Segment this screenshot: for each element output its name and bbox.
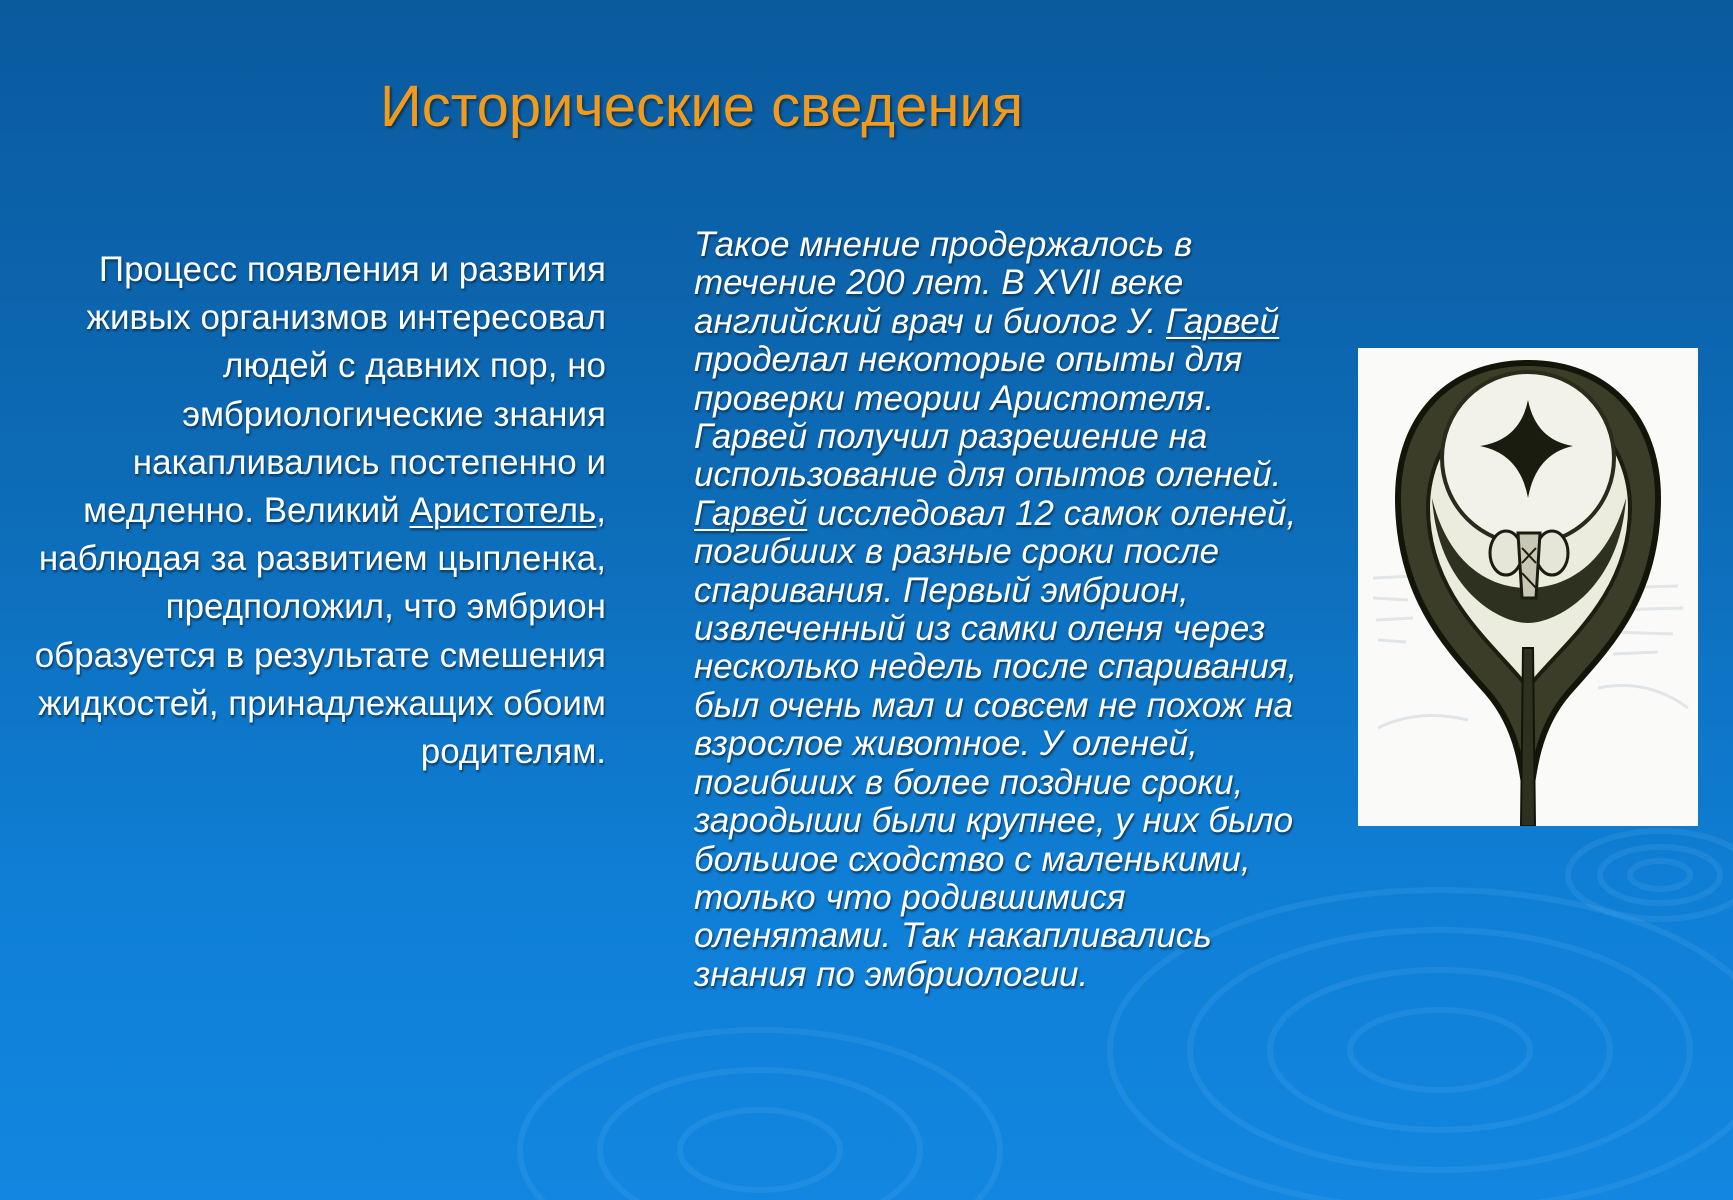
aristotle-link[interactable]: Аристотель [409, 491, 597, 531]
harvey-link-1[interactable]: Гарвей [1165, 301, 1280, 341]
right-paragraph-part3: исследовал 12 самок оленей, погибших в разные сроки после спаривания. Первый эмбрион, извлеченный из самки оленя через несколько недель после спаривания, был очень мал и совсем не похож на взрослое животное. У оленей, погибших в более поздние сроки, зародыши были крупнее, у них было большое сходство с маленькими, только что родившимися оленятами. Так накапливались знания по эмбриологии. [694, 493, 1298, 994]
right-paragraph [694, 226, 1329, 994]
embryo-illustration [1358, 348, 1698, 826]
left-paragraph [18, 246, 606, 776]
left-paragraph-text-end: , наблюдая за развитием цыпленка, предположил, что эмбрион образуется в результате смешения жидкостей, принадлежащих обоим родителям. [34, 491, 606, 772]
slide-title: Исторические сведения [380, 74, 1024, 139]
embryo-drawing-icon [1358, 348, 1698, 826]
harvey-link-2[interactable]: Гарвей [694, 493, 808, 533]
left-paragraph-text-start: Процесс появления и развития живых организмов интересовал людей с давних пор, но эмбриологические знания накапливались постепенно и медленно. Великий [83, 250, 606, 531]
right-paragraph-part2: проделал некоторые опыты для проверки теории Аристотеля. Гарвей получил разрешение на использование для опытов оленей. [694, 340, 1282, 495]
right-paragraph-part1: Такое мнение продержалось в течение 200 лет. В XVII веке английский врач и биолог У. [694, 225, 1193, 341]
